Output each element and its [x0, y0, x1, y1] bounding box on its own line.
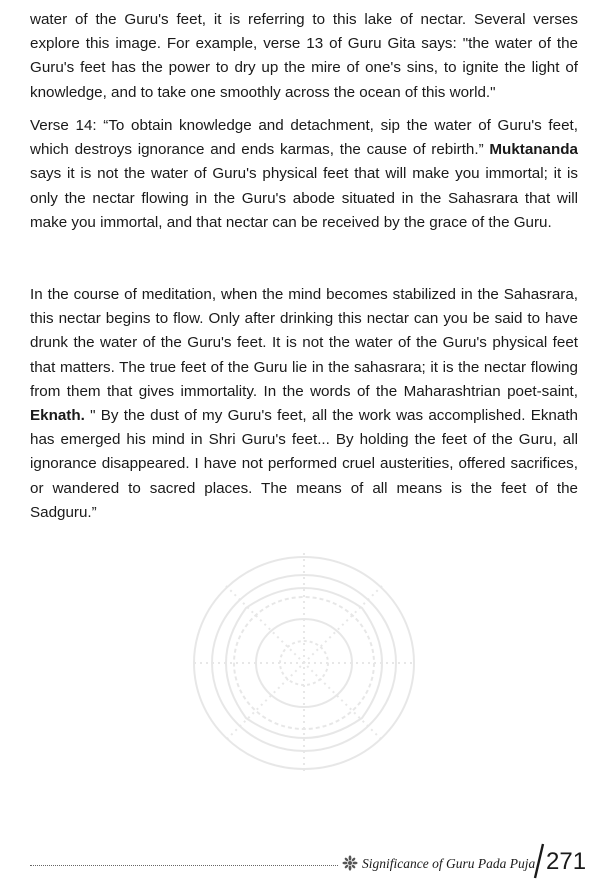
paragraph-3 [30, 283, 578, 525]
footer-slash-divider [533, 843, 545, 879]
body-text: Verse 14: “To obtain knowledge and detachment, sip the water of Guru's feet, which destroys ignorance and ends karmas, the cause of rebirth.” [30, 117, 578, 159]
footer-divider [30, 865, 338, 866]
page-number: 271 [546, 848, 587, 875]
mandala-watermark-icon [186, 548, 422, 778]
body-text: " By the dust of my Guru's feet, all the work was accomplished. Eknath has emerged his mind in Shri Guru's feet... By holding the feet of the Guru, all ignorance disappeared. I have not performed cruel austerities, offered sacrifices, or wandered to sacred places. The means of all means is the feet of the Sadguru.” [30, 407, 578, 521]
body-text: In the course of meditation, when the mind becomes stabilized in the Sahasrara, this nectar begins to flow. Only after drinking this nectar can you be said to have drunk the water of the Guru's feet. It is not the water of the Guru's physical feet that matters. The true feet of the Guru lie in the sahasrara; it is the nectar flowing from them that gives immortality. In the words of the Maharashtrian poet-saint, [30, 286, 578, 400]
running-footer-title: Significance of Guru Pada Puja [362, 856, 536, 871]
body-text: says it is not the water of Guru's physical feet that will make you immortal; it is only the nectar flowing in the Guru's abode situated in the Sahasrara that will make you immortal, and that nectar can be received by the grace of the Guru. [30, 165, 578, 231]
body-text: water of the Guru's feet, it is referring to this lake of nectar. Several verses explore this image. For example, verse 13 of Guru Gita says: "the water of the Guru's feet has the power to dry up the mire of one's sins, to ignite the light of knowledge, and to take one smoothly across the ocean of this world." [30, 11, 578, 101]
bold-name: Muktananda [489, 141, 578, 159]
flower-ornament-icon [342, 855, 358, 871]
paragraph-2 [30, 114, 578, 235]
bold-name: Eknath. [30, 407, 85, 425]
paragraph-1 [30, 8, 578, 105]
